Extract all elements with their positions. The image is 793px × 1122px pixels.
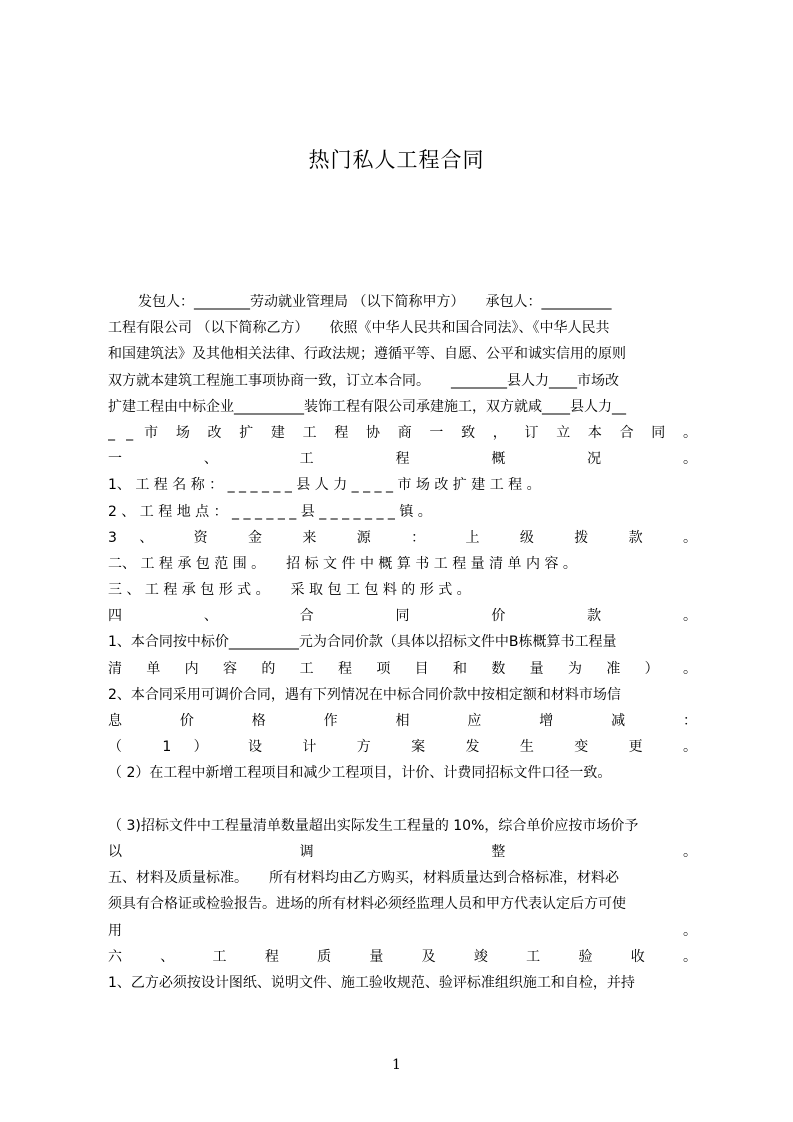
text-line: 和国建筑法》及其他相关法律、行政法规；遵循平等、自愿、公平和诚实信用的原则 (108, 346, 626, 363)
text-line: 扩建工程由中标企业__________装饰工程有限公司承建施工，双方就咸____县人力__ (108, 398, 626, 415)
text-line: _ _ 市 场 改 扩 建 工 程 协 商 一 致 ， 订 立 本 合 同 。 (108, 424, 697, 441)
blank-line (108, 787, 697, 813)
section-heading: 五、材料及质量标准。 所有材料均由乙方购买，材料质量达到合格标准，材料必 (108, 870, 619, 887)
text-line: 清 单 内 容 的 工 程 项 目 和 数 量 为 准 ） 。 (108, 660, 697, 677)
page-number: 1 (392, 1057, 401, 1073)
text-line: （ 2）在工程中新增工程项目和减少工程项目，计价、计费同招标文件口径一致。 (108, 765, 612, 782)
text-line: 以 调 整 。 (108, 843, 697, 860)
section-heading: 四 、 合 同 价 款 。 (108, 608, 697, 625)
text-line: （ 3)招标文件中工程量清单数量超出实际发生工程量的 10%，综合单价应按市场价予 (108, 817, 639, 834)
page-title: 热门私人工程合同 (308, 148, 485, 172)
text-line: 用 。 (108, 922, 697, 939)
contract-body (108, 289, 697, 996)
text-line: 1、 工 程 名 称 ： _ _ _ _ _ _ 县 人 力 _ _ _ _ 市 场 改 扩 建 工 程 。 (108, 477, 541, 494)
text-line: 3 、 资 金 来 源 ： 上 级 拨 款 。 (108, 529, 697, 546)
section-heading: 一 、 工 程 概 况 。 (108, 451, 697, 468)
text-line: 1、乙方必须按设计图纸、说明文件、施工验收规范、验评标准组织施工和自检，并持 (108, 974, 635, 991)
text-line: 2、本合同采用可调价合同，遇有下列情况在中标合同价款中按相定额和材料市场信 (108, 686, 621, 703)
text-line: 双方就本建筑工程施工事项协商一致，订立本合同。 ________县人力____市场改 (108, 372, 619, 389)
section-heading: 二、 工 程 承 包 范 围 。 招 标 文 件 中 概 算 书 工 程 量 清 单 内 容 。 (108, 555, 577, 572)
text-line: 2 、 工 程 地 点 ： _ _ _ _ _ _ 县 _ _ _ _ _ _ _ 镇 。 (108, 503, 432, 520)
text-line: 1、本合同按中标价__________元为合同价款（具体以招标文件中B栋概算书工程量 (108, 634, 617, 651)
text-line: （ 1 ） 设 计 方 案 发 生 变 更 。 (108, 739, 697, 756)
text-line: 须具有合格证或检验报告。进场的所有材料必须经监理人员和甲方代表认定后方可使 (108, 896, 626, 913)
text-line: 发包人：________劳动就业管理局 （以下简称甲方） 承包人：__________ (138, 294, 612, 310)
text-line: 工程有限公司 （以下简称乙方） 依照《中华人民共和国合同法》、《中华人民共 (108, 320, 610, 337)
text-line: 息 价 格 作 相 应 增 减 ： (108, 713, 697, 729)
section-heading: 六 、 工 程 质 量 及 竣 工 验 收 。 (108, 948, 697, 965)
section-heading: 三 、 工 程 承 包 形 式 。 采 取 包 工 包 料 的 形 式 。 (108, 582, 471, 599)
